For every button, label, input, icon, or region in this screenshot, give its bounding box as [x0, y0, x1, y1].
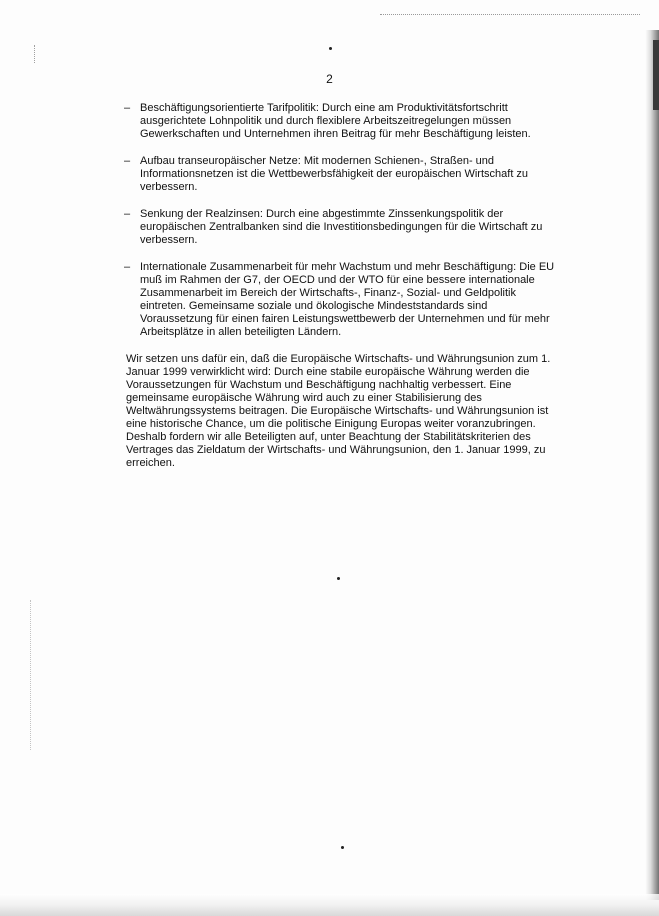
- bullet-item: [126, 261, 556, 339]
- document-body: [126, 102, 556, 470]
- bullet-dash: –: [124, 208, 131, 220]
- page-number: 2: [326, 72, 333, 86]
- bullet-list: [126, 102, 556, 339]
- scan-artifact-left: [30, 600, 45, 750]
- body-paragraph: Wir setzen uns dafür ein, daß die Europäische Wirtschafts- und Währungsunion zum 1. Januar 1999 verwirklicht wird: Durch eine stabile europäische Währung werden die Voraussetzungen für Wachstum und Beschäftigung nachhaltig verbessert. Eine gemeinsame europäische Währung wird auch zu einer Stabilisierung des Weltwährungssystems beitragen. Die Europäische Wirtschafts- und Währungsunion ist eine historische Chance, um die politische Einigung Europas weiter voranzubringen. Deshalb fordern wir alle Beteiligten auf, unter Beachtung der Stabilitätskriterien des Vertrages das Zieldatum der Wirtschafts- und Währungsunion, den 1. Januar 1999, zu erreichen.: [126, 353, 551, 469]
- bullet-item: [126, 155, 556, 194]
- scan-speck: [341, 846, 344, 849]
- bullet-dash: –: [124, 155, 131, 167]
- bullet-item: [126, 208, 556, 247]
- scan-edge-right: [645, 30, 659, 900]
- bullet-dash: –: [124, 102, 131, 114]
- bullet-text: Aufbau transeuropäischer Netze: Mit modernen Schienen-, Straßen- und Informationsnetzen ist die Wettbewerbsfähigkeit der europäischen Wirtschaft zu verbessern.: [140, 155, 529, 193]
- bullet-dash: –: [124, 261, 131, 273]
- scan-artifact-top: [380, 14, 640, 16]
- scan-speck: [329, 47, 332, 50]
- scan-speck: [337, 577, 340, 580]
- bullet-text: Beschäftigungsorientierte Tarifpolitik: Durch eine am Produktivitätsfortschritt ausgerichtete Lohnpolitik und durch flexiblere Arbeitszeitregelungen müssen Gewerkschaften und Unternehmen ihren Beitrag für mehr Beschäftigung leisten.: [140, 102, 531, 140]
- scan-edge-bottom: [0, 894, 659, 916]
- scan-artifact-left-top: [34, 45, 41, 63]
- bullet-item: [126, 102, 556, 141]
- bullet-text: Senkung der Realzinsen: Durch eine abgestimmte Zinssenkungspolitik der europäischen Zentralbanken sind die Investitionsbedingungen für die Wirtschaft zu verbessern.: [140, 208, 543, 246]
- bullet-text: Internationale Zusammenarbeit für mehr Wachstum und mehr Beschäftigung: Die EU muß im Rahmen der G7, der OECD und der WTO für eine bessere internationale Zusammenarbeit im Bereich der Wirtschafts-, Finanz-, Sozial- und Geldpolitik eintreten. Gemeinsame soziale und ökologische Mindeststandards sind Voraussetzung für einen fairen Leistungswettbewerb der Unternehmen und für mehr Arbeitsplätze in allen beteiligten Ländern.: [140, 261, 555, 338]
